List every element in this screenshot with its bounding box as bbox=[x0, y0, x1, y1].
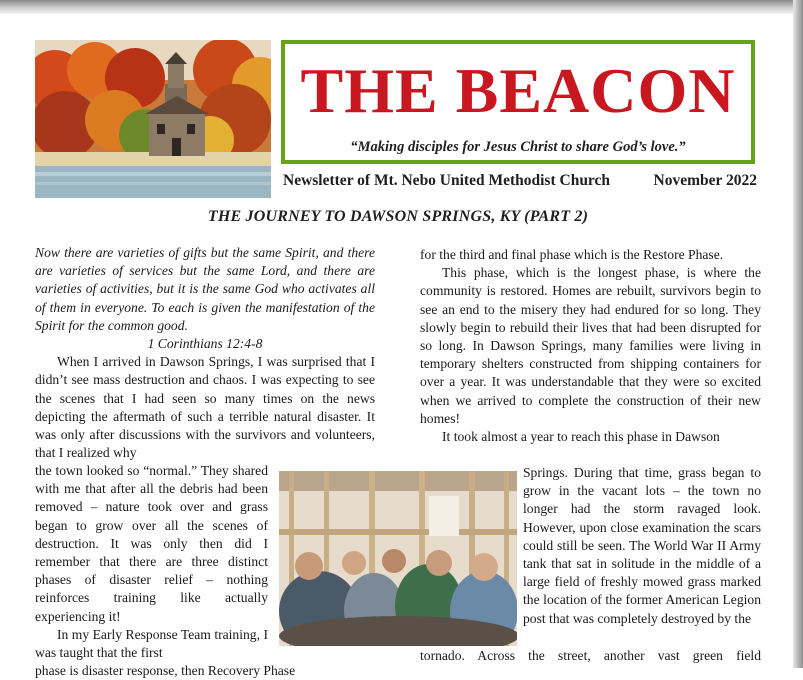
paragraph-year-continued: Springs. During that time, grass began to grow in the vacant lots – the town no longer had the storm ravaged look. However, upon close examination the scars could still be seen. The World War II Army tank that sat in solitude in the middle of a large field of freshly mowed grass marked the location of the former American Legion post that was completely destroyed by the bbox=[523, 465, 761, 626]
volunteers-photo bbox=[279, 471, 517, 646]
scripture-quote: Now there are varieties of gifts but the same Spirit, and there are varieties of services but the same Lord, and there are varieties of activities, but it is the same God who activates all of them in everyone. To each is given the manifestation of the Spirit for the common good. bbox=[35, 245, 375, 333]
right-column-top bbox=[420, 246, 761, 446]
paragraph-training: In my Early Response Team training, I was taught that the first bbox=[35, 627, 268, 661]
viewer-scrollbar[interactable] bbox=[793, 0, 803, 668]
paragraph-restore-phase: for the third and final phase which is the Restore Phase. bbox=[420, 247, 724, 262]
masthead-title: THE BEACON bbox=[300, 55, 736, 126]
paragraph-longest-phase: This phase, which is the longest phase, is where the community is restored. Homes are rebuilt, survivors begin to see an end to the misery they had endured for so long. They slowly begin to rebuild their lives that had been disrupted for so long. In Dawson Springs, many families were living in temporary shelters constructed from shipping containers for over a year. It was understandable that they were so excited when we arrived to complete the construction of their new homes! bbox=[420, 265, 761, 426]
paragraph-year-start: It took almost a year to reach this phase in Dawson bbox=[442, 429, 720, 445]
paragraph-arrival: When I arrived in Dawson Springs, I was surprised that I didn’t see mass destruction and chaos. I was expecting to see the scenes that I had seen so many times on the news depicting the aftermath of such a terrible natural disaster. It was only after discussions with the survivors and volunteers, that I realized why bbox=[35, 354, 375, 461]
masthead-tagline: “Making disciples for Jesus Christ to share God’s love.” bbox=[350, 139, 686, 155]
newsletter-info bbox=[283, 172, 757, 190]
left-column-cut-line: phase is disaster response, then Recovery Phase bbox=[35, 663, 296, 678]
newsletter-name: Newsletter of Mt. Nebo United Methodist Church bbox=[283, 172, 611, 189]
masthead-box bbox=[281, 40, 755, 164]
paragraph-arrival-continued: the town looked so “normal.” They shared with me that after all the debris had been removed – nature took over and grass began to grow over all the scenes of destruction. It was only then did I remember that there are three distinct phases of disaster relief – nothing reinforces training like actually experiencing it! bbox=[35, 463, 268, 624]
left-column-top bbox=[35, 244, 375, 462]
right-column-wrap bbox=[523, 464, 761, 628]
left-column-wrap bbox=[35, 462, 268, 626]
viewer-top-edge bbox=[0, 0, 803, 14]
article-title: THE JOURNEY TO DAWSON SPRINGS, KY (PART 2) bbox=[207, 208, 589, 225]
left-column-bottom bbox=[35, 626, 268, 662]
newsletter-date: November 2022 bbox=[653, 172, 757, 189]
right-column-last-line: tornado. Across the street, another vast green field bbox=[420, 648, 761, 663]
lighthouse-photo bbox=[35, 40, 271, 198]
scripture-reference: 1 Corinthians 12:4-8 bbox=[147, 336, 263, 352]
